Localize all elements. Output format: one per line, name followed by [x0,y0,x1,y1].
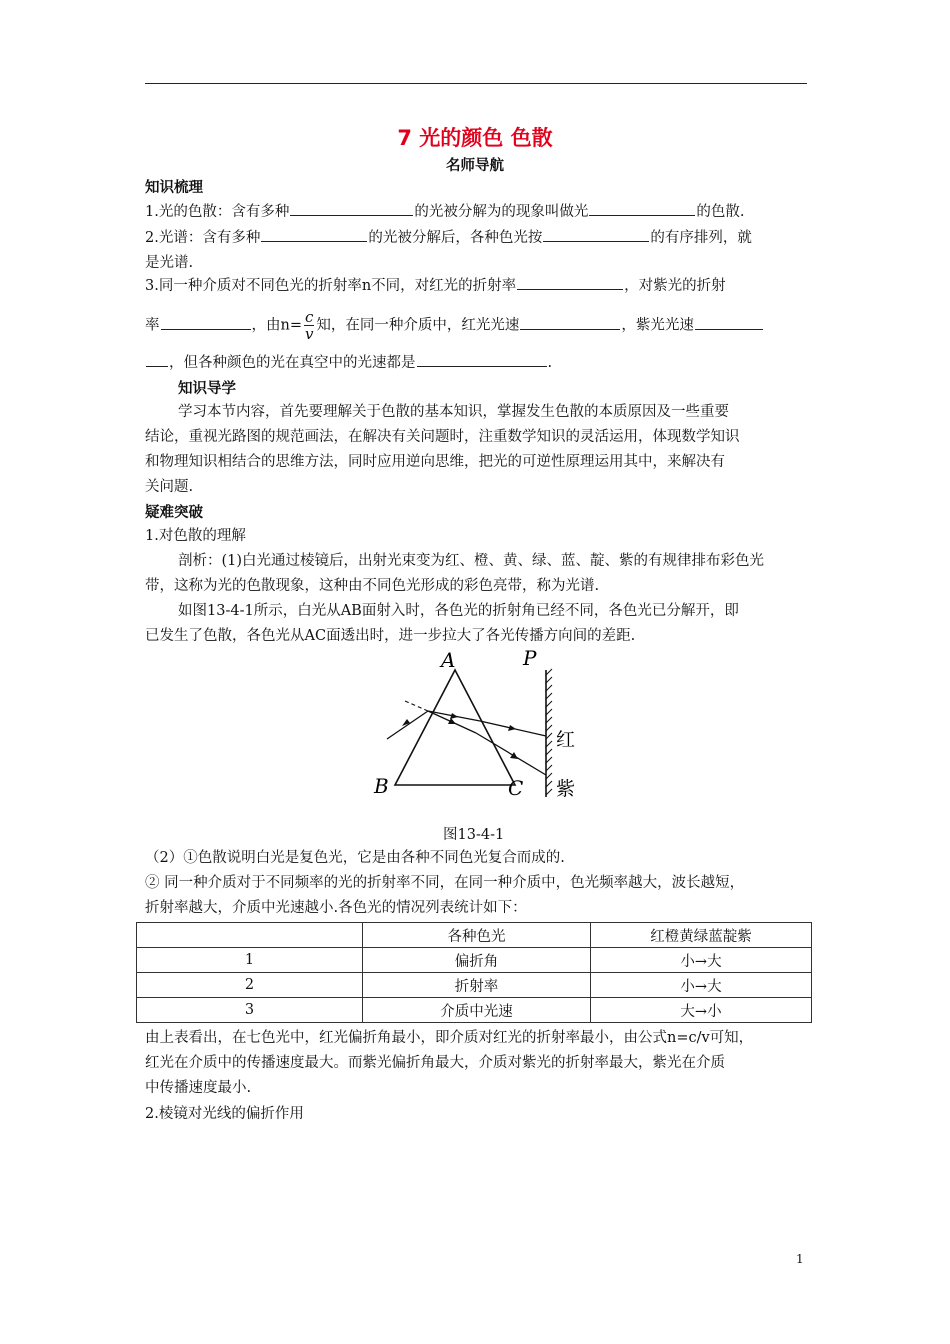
paragraph-line: 2.棱镜对光线的偏折作用 [145,1106,304,1122]
page-title: 7 光的颜色 色散 [397,126,553,150]
section-heading-knowledge: 知识梳理 [145,180,203,196]
page-number: 1 [796,1252,804,1266]
figure-caption: 图13-4-1 [443,827,505,843]
table-cell: 小→大 [591,948,812,973]
label-p: P [523,646,537,670]
color-properties-table [136,922,812,1023]
paragraph-line: 已发生了色散，各色光从AC面透出时，进一步拉大了各光传播方向间的差距. [145,628,636,644]
label-c: C [508,776,524,800]
table-cell: 大→小 [591,998,812,1023]
table-header-row [137,923,812,948]
paragraph-line: 率 ，由n= $\frac{c}{v}$ 知，在同一种介质中，红光光速 ，紫光光速 [145,309,764,342]
violet-ray-out [476,733,546,775]
paragraph-line: 带，这称为光的色散现象，这种由不同色光形成的彩色亮带，称为光谱. [145,578,600,594]
table-row [137,973,812,998]
fill-blank[interactable] [261,225,367,242]
fill-blank[interactable] [146,350,168,367]
normal-dashed-line [405,701,428,711]
table-row [137,948,812,973]
table-cell: 1 [137,948,363,973]
table-cell [137,923,363,948]
paragraph-line: 2.光谱：含有多种 的光被分解后，各种色光按 的有序排列，就 [145,225,752,251]
table-cell: 2 [137,973,363,998]
table-cell: 各种色光 [363,923,591,948]
table-cell: 3 [137,998,363,1023]
label-violet: 紫 [556,778,576,800]
paragraph-line: （2）①色散说明白光是复色光，它是由各种不同色光复合而成的. [145,850,565,866]
header-rule [145,83,807,84]
paragraph-line: 学习本节内容，首先要理解关于色散的基本知识，掌握发生色散的本质原因及一些重要 [178,404,729,420]
fill-blank[interactable] [417,350,547,367]
arrow-head [402,719,410,726]
paragraph-line: 是光谱. [145,255,194,271]
paragraph-line: ② 同一种介质对于不同频率的光的折射率不同，在同一种介质中，色光频率越大，波长越短， [145,875,745,891]
page-subtitle: 名师导航 [446,158,504,174]
table-cell: 小→大 [591,973,812,998]
arrow-head [510,752,518,759]
fill-blank[interactable] [520,313,620,330]
paragraph-line: 1.对色散的理解 [145,528,246,544]
prism-triangle [395,670,515,785]
table-cell: 偏折角 [363,948,591,973]
paragraph-line: 和物理知识相结合的思维方法，同时应用逆向思维，把光的可逆性原理运用其中，来解决有 [145,454,725,470]
arrow-head [508,725,516,731]
fill-blank[interactable] [589,199,695,216]
fill-blank[interactable] [517,273,623,290]
prism-dispersion-figure [370,645,590,805]
label-red: 红 [556,729,576,751]
fill-blank[interactable] [695,313,763,330]
fill-blank[interactable] [290,199,413,216]
paragraph-line: 如图13-4-1所示，白光从AB面射入时，各色光的折射角已经不同，各色光已分解开，即 [178,603,739,619]
fraction-c-over-v: $\frac{c}{v}$ [304,308,314,343]
paragraph-line: 红光在介质中的传播速度最大。而紫光偏折角最大，介质对紫光的折射率最大，紫光在介质 [145,1055,725,1071]
paragraph-line: 由上表看出，在七色光中，红光偏折角最小，即介质对红光的折射率最小，由公式n=c/v可知， [145,1030,754,1046]
paragraph-line: 折射率越大，介质中光速越小.各色光的情况列表统计如下： [145,900,527,916]
table-row [137,998,812,1023]
paragraph-line: 结论，重视光路图的规范画法，在解决有关问题时，注重数学知识的灵活运用，体现数学知识 [145,429,740,445]
table-cell: 红橙黄绿蓝靛紫 [591,923,812,948]
screen-hatching [546,669,552,795]
paragraph-line: ，但各种颜色的光在真空中的光速都是 . [145,350,552,376]
fill-blank[interactable] [543,225,649,242]
section-heading-difficulties: 疑难突破 [145,505,203,521]
paragraph-line: 1.光的色散：含有多种 的光被分解为的现象叫做光 的色散. [145,199,744,225]
paragraph-line: 中传播速度最小. [145,1080,252,1096]
label-a: A [441,648,456,672]
label-b: B [374,774,389,798]
paragraph-line: 关问题. [145,479,194,495]
section-heading-guide: 知识导学 [178,381,236,397]
table-cell: 介质中光速 [363,998,591,1023]
table-cell: 折射率 [363,973,591,998]
fill-blank[interactable] [161,313,251,330]
paragraph-line: 剖析：(1)白光通过棱镜后，出射光束变为红、橙、黄、绿、蓝、靛、紫的有规律排布彩色光 [178,553,765,569]
paragraph-line: 3.同一种介质对不同色光的折射率n不同，对红光的折射率 ，对紫光的折射 [145,273,726,299]
